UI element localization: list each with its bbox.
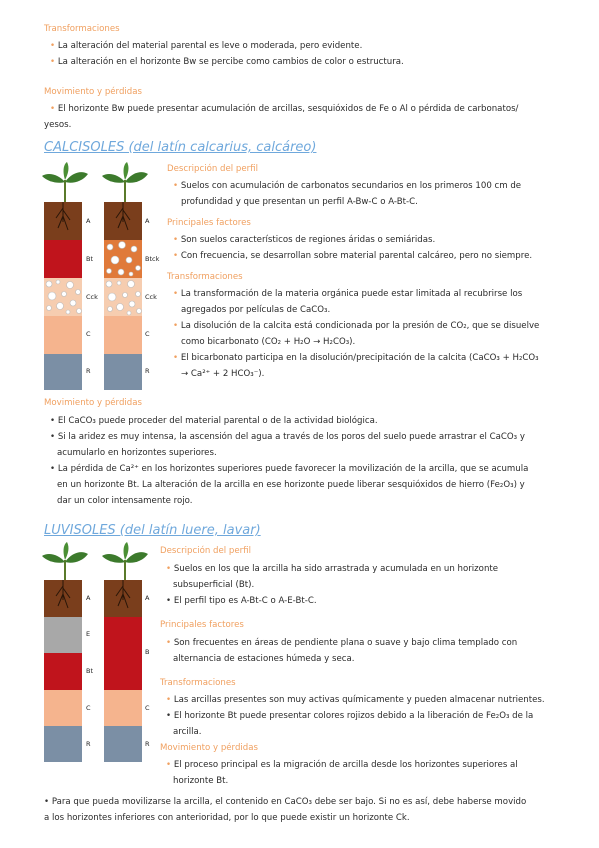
horizon-a <box>44 580 82 617</box>
plant-icon <box>100 542 150 582</box>
horizon-e <box>44 617 82 653</box>
carbonate-nodules-icon <box>44 278 82 316</box>
horizon-c <box>104 316 142 354</box>
calcisol-profile-1 <box>44 202 82 390</box>
calc-mov-item-2: • Si la aridez es muy intensa, la ascensión del agua a través de los poros del suelo puede arrastrar el CaCO₃ y <box>50 432 525 442</box>
luv-trans-item-1: • Las arcillas presentes son muy activas químicamente y pueden almacenar nutrientes. <box>166 695 545 705</box>
roots-icon <box>104 202 142 240</box>
calc-mov-item-3-cont: en un horizonte Bt. La alteración de la arcilla en ese horizonte puede liberar sesquióxidos de hierro (Fe₂O₃) y <box>57 480 525 490</box>
luv-p1-label-c: C <box>86 704 91 712</box>
plant-icon <box>40 162 90 202</box>
calc-transformaciones-heading: Transformaciones <box>167 272 243 282</box>
luv-trans-item-2: • El horizonte Bt puede presentar colores rojizos debido a la liberación de Fe₂O₃ de la <box>166 711 534 721</box>
top-trans-item-1: • La alteración del material parental es leve o moderada, pero evidente. <box>50 41 363 51</box>
luv-mov-item-2: • Para que pueda movilizarse la arcilla, el contenido en CaCO₃ debe ser bajo. Si no es así, debe haberse movido <box>44 797 527 807</box>
top-mov-item-1-cont: yesos. <box>44 120 72 130</box>
luv-mov-item-1: • El proceso principal es la migración de arcilla desde los horizontes superiores al <box>166 760 518 770</box>
calcisoles-title: CALCISOLES (del latín calcarius, calcáreo) <box>44 140 317 155</box>
roots-icon <box>44 202 82 240</box>
luv-p2-label-r: R <box>145 740 150 748</box>
calc-p2-label-cck: Cck <box>145 293 157 301</box>
carbonate-nodules-icon <box>104 278 142 316</box>
horizon-btck <box>104 240 142 278</box>
calc-trans-item-2-cont: como bicarbonato (CO₂ + H₂O → H₂CO₃). <box>181 337 356 347</box>
calc-p1-label-r: R <box>86 367 91 375</box>
luv-p1-label-e: E <box>86 630 91 638</box>
luv-desc-item-1: • Suelos en los que la arcilla ha sido arrastrada y acumulada en un horizonte <box>166 564 499 574</box>
plant-icon <box>100 162 150 202</box>
luv-transformaciones-heading: Transformaciones <box>160 678 236 688</box>
horizon-a <box>104 580 142 617</box>
calc-trans-item-1: • La transformación de la materia orgánica puede estar limitada al recubrirse los <box>173 289 523 299</box>
luvisoles-title: LUVISOLES (del latín luere, lavar) <box>44 523 261 538</box>
luv-mov-item-2-cont: a los horizontes inferiores con anterioridad, por lo que puede existir un horizonte Ck. <box>44 813 410 823</box>
plant-icon <box>40 542 90 582</box>
calc-p1-label-bt: Bt <box>86 255 94 263</box>
roots-icon <box>104 580 142 617</box>
calc-desc-item-1-cont: profundidad y que presentan un perfil A-Bw-C o A-Bt-C. <box>181 197 418 207</box>
horizon-a <box>44 202 82 240</box>
horizon-cck <box>104 278 142 316</box>
roots-icon <box>44 580 82 617</box>
calc-p2-label-r: R <box>145 367 150 375</box>
horizon-bt <box>44 240 82 278</box>
luv-desc-item-1-cont: subsuperficial (Bt). <box>173 580 255 590</box>
calc-p1-label-a: A <box>86 217 91 225</box>
luv-fac-item-1: • Son frecuentes en áreas de pendiente plana o suave y bajo clima templado con <box>166 638 518 648</box>
luv-p2-label-c: C <box>145 704 150 712</box>
calc-trans-item-3-cont: → Ca²⁺ + 2 HCO₃⁻). <box>181 369 265 379</box>
calc-mov-item-3: • La pérdida de Ca²⁺ en los horizontes superiores puede favorecer la movilización de la arcilla, que se acumula <box>50 464 529 474</box>
top-mov-item-1: • El horizonte Bw puede presentar acumulación de arcillas, sesquióxidos de Fe o Al o pérdida de carbonatos/ <box>50 104 519 114</box>
luv-descripcion-heading: Descripción del perfil <box>160 546 251 556</box>
calc-descripcion-heading: Descripción del perfil <box>167 164 258 174</box>
horizon-r <box>44 726 82 762</box>
top-movimiento-heading: Movimiento y pérdidas <box>44 87 142 97</box>
calc-movimiento-heading: Movimiento y pérdidas <box>44 398 142 408</box>
calc-trans-item-3: • El bicarbonato participa en la disolución/precipitación de la calcita (CaCO₃ + H₂CO₃ <box>173 353 539 363</box>
calc-p2-label-c: C <box>145 330 150 338</box>
carbonate-nodules-icon <box>104 240 142 278</box>
luv-desc-item-2: • El perfil tipo es A-Bt-C o A-E-Bt-C. <box>166 596 317 606</box>
top-transformaciones-heading: Transformaciones <box>44 24 120 34</box>
horizon-bt <box>44 653 82 690</box>
calc-factores-heading: Principales factores <box>167 218 251 228</box>
calc-p2-label-a: A <box>145 217 150 225</box>
calc-p1-label-c: C <box>86 330 91 338</box>
horizon-c <box>104 690 142 726</box>
luv-p1-label-a: A <box>86 594 91 602</box>
calc-mov-item-3-cont2: dar un color intensamente rojo. <box>57 496 193 506</box>
horizon-r <box>44 354 82 390</box>
luv-p1-label-r: R <box>86 740 91 748</box>
horizon-a <box>104 202 142 240</box>
horizon-r <box>104 726 142 762</box>
horizon-r <box>104 354 142 390</box>
luv-trans-item-2-cont: arcilla. <box>173 727 202 737</box>
luvisol-profile-1 <box>44 580 82 762</box>
luv-fac-item-1-cont: alternancia de estaciones húmeda y seca. <box>173 654 355 664</box>
horizon-b <box>104 617 142 690</box>
luv-p1-label-bt: Bt <box>86 667 94 675</box>
top-trans-item-2: • La alteración en el horizonte Bw se percibe como cambios de color o estructura. <box>50 57 404 67</box>
luv-mov-item-1-cont: horizonte Bt. <box>173 776 229 786</box>
calc-p1-label-cck: Cck <box>86 293 98 301</box>
horizon-c <box>44 690 82 726</box>
horizon-c <box>44 316 82 354</box>
calc-fac-item-2: • Con frecuencia, se desarrollan sobre material parental calcáreo, pero no siempre. <box>173 251 533 261</box>
luv-p2-label-a: A <box>145 594 150 602</box>
luvisol-profile-2 <box>104 580 142 762</box>
calc-fac-item-1: • Son suelos característicos de regiones áridas o semiáridas. <box>173 235 436 245</box>
calc-p2-label-btck: Btck <box>145 255 160 263</box>
luv-factores-heading: Principales factores <box>160 620 244 630</box>
calc-trans-item-2: • La disolución de la calcita está condicionada por la presión de CO₂, que se disuelve <box>173 321 540 331</box>
horizon-cck <box>44 278 82 316</box>
calc-desc-item-1: • Suelos con acumulación de carbonatos secundarios en los primeros 100 cm de <box>173 181 522 191</box>
luv-p2-label-b: B <box>145 648 150 656</box>
calc-trans-item-1-cont: agregados por películas de CaCO₃. <box>181 305 331 315</box>
calc-mov-item-2-cont: acumularlo en horizontes superiores. <box>57 448 217 458</box>
calc-mov-item-1: • El CaCO₃ puede proceder del material parental o de la actividad biológica. <box>50 416 378 426</box>
calcisol-profile-2 <box>104 202 142 390</box>
luv-movimiento-heading: Movimiento y pérdidas <box>160 743 258 753</box>
